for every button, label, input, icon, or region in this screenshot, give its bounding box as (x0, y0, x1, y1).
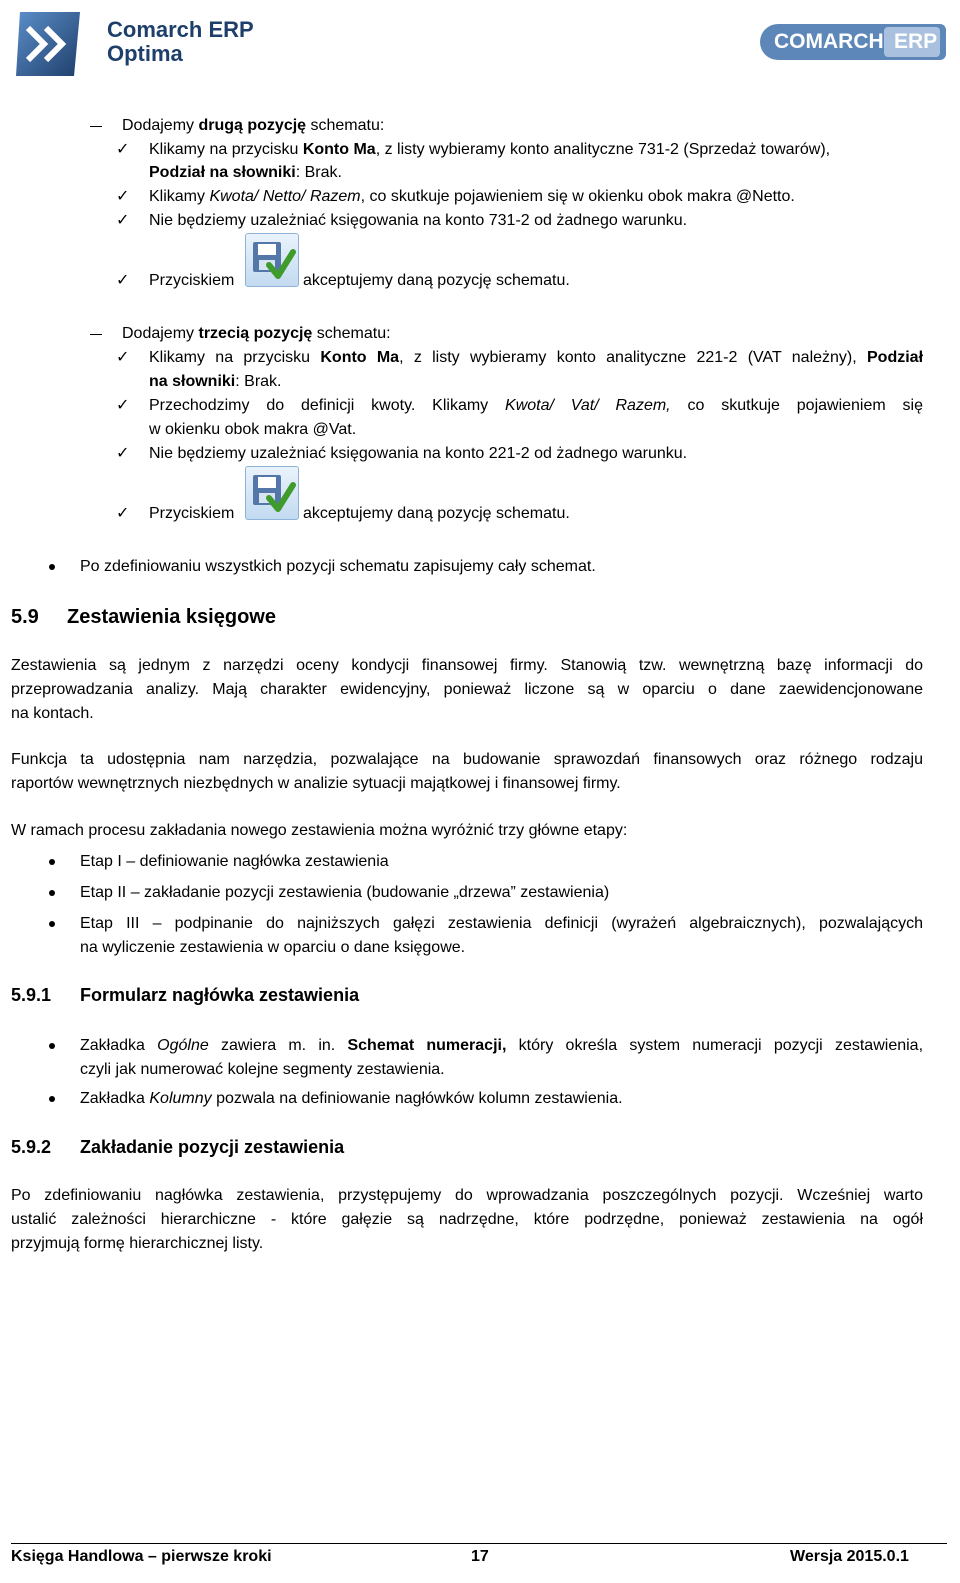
footer-version: Wersja 2015.0.1 (790, 1548, 909, 1565)
check-icon: ✓ (116, 503, 130, 522)
bullet-icon (49, 859, 55, 865)
paragraph-line: Funkcja ta udostępnia nam narzędzia, pozwalające na budowanie sprawozdań finansowych oraz różnego rodzaju (11, 751, 923, 768)
comarch-erp-logo (760, 24, 946, 60)
paragraph-line: raportów wewnętrznych niezbędnych w analizie sytuacji majątkowej i finansowej firmy. (11, 775, 621, 792)
paragraph-line: przeprowadzania analizy. Mają charakter ewidencyjny, ponieważ liczone są w oparciu o dane zaewidencjonowane (11, 681, 923, 698)
paragraph-line: Po zdefiniowaniu nagłówka zestawienia, przystępujemy do wprowadzania poszczególnych pozycji. Wcześniej warto (11, 1187, 923, 1204)
bullet-icon (49, 1096, 55, 1102)
list-item-continuation: na wyliczenie zestawienia w oparciu o dane księgowe. (80, 939, 466, 956)
dash-bullet (90, 334, 102, 335)
paragraph: W ramach procesu zakładania nowego zestawienia można wyróżnić trzy główne etapy: (11, 822, 628, 839)
product-name-line2: Optima (107, 41, 183, 66)
list-item-continuation: Podział na słowniki: Brak. (149, 164, 342, 181)
list-item-continuation: w okienku obok makra @Vat. (149, 421, 357, 438)
list-item: Nie będziemy uzależniać księgowania na konto 731-2 od żadnego warunku. (149, 212, 688, 229)
list-item: Zakładka Ogólne zawiera m. in. Schemat numeracji, który określa system numeracji pozycji zestawienia, (80, 1037, 924, 1054)
check-icon: ✓ (116, 210, 130, 229)
comarch-optima-logo-icon (14, 8, 86, 80)
paragraph-line: Zestawienia są jednym z narzędzi oceny kondycji finansowej firmy. Stanowią tzw. wewnętrzną bazę informacji do (11, 657, 923, 674)
save-confirm-button[interactable] (245, 233, 299, 287)
paragraph-line: na kontach. (11, 705, 94, 722)
check-icon: ✓ (116, 443, 130, 462)
floppy-check-icon (246, 234, 298, 286)
list-item: Klikamy na przycisku Konto Ma, z listy wybieramy konto analityczne 221-2 (VAT należny), Podział (149, 349, 924, 366)
brand-right-text: ERP (894, 30, 938, 53)
intro-second-position: Dodajemy drugą pozycję schematu: (122, 117, 385, 134)
floppy-check-icon (246, 467, 298, 519)
intro-third-position: Dodajemy trzecią pozycję schematu: (122, 325, 391, 342)
check-icon: ✓ (116, 347, 130, 366)
bullet-icon (49, 1043, 55, 1049)
list-item-text: akceptujemy daną pozycję schematu. (303, 505, 570, 522)
subsection-number: 5.9.1 (11, 985, 52, 1005)
check-icon: ✓ (116, 395, 130, 414)
list-item-continuation: czyli jak numerować kolejne segmenty zestawienia. (80, 1061, 445, 1078)
bullet-icon (49, 921, 55, 927)
dash-bullet (90, 126, 102, 127)
footer-divider (11, 1543, 947, 1544)
bullet-icon (49, 564, 55, 570)
list-item: Etap III – podpinanie do najniższych gałęzi zestawienia definicji (wyrażeń algebraicznych), pozwalających (80, 915, 923, 932)
page-number: 17 (471, 1548, 489, 1565)
list-item-continuation: na słowniki: Brak. (149, 373, 282, 390)
save-confirm-button[interactable] (245, 466, 299, 520)
list-item-label: Przyciskiem (149, 505, 235, 522)
footer-title: Księga Handlowa – pierwsze kroki (11, 1548, 272, 1565)
list-item: Klikamy na przycisku Konto Ma, z listy wybieramy konto analityczne 731-2 (Sprzedaż towarów), (149, 141, 831, 158)
subsection-title: Formularz nagłówka zestawienia (80, 985, 360, 1005)
subsection-number: 5.9.2 (11, 1137, 52, 1157)
bullet-icon (49, 890, 55, 896)
list-item: Po zdefiniowaniu wszystkich pozycji schematu zapisujemy cały schemat. (80, 558, 596, 575)
paragraph-line: ustalić zależności hierarchiczne - które gałęzie są nadrzędne, które podrzędne, ponieważ zestawienia na ogół (11, 1211, 923, 1228)
list-item: Nie będziemy uzależniać księgowania na konto 221-2 od żadnego warunku. (149, 445, 688, 462)
paragraph-line: przyjmują formę hierarchicznej listy. (11, 1235, 264, 1252)
check-icon: ✓ (116, 139, 130, 158)
list-item-text: akceptujemy daną pozycję schematu. (303, 272, 570, 289)
list-item: Etap I – definiowanie nagłówka zestawienia (80, 853, 389, 870)
subsection-title: Zakładanie pozycji zestawienia (80, 1137, 345, 1157)
list-item: Przechodzimy do definicji kwoty. Klikamy Kwota/ Vat/ Razem, co skutkuje pojawieniem się (149, 397, 924, 414)
product-name-line1: Comarch ERP (107, 17, 254, 42)
brand-left-text: COMARCH (774, 30, 884, 53)
check-icon: ✓ (116, 270, 130, 289)
list-item-label: Przyciskiem (149, 272, 235, 289)
list-item: Klikamy Kwota/ Netto/ Razem, co skutkuje pojawieniem się w okienku obok makra @Netto. (149, 188, 795, 205)
section-title: Zestawienia księgowe (67, 606, 276, 628)
section-number: 5.9 (11, 606, 39, 628)
list-item: Etap II – zakładanie pozycji zestawienia (budowanie „drzewa” zestawienia) (80, 884, 610, 901)
list-item: Zakładka Kolumny pozwala na definiowanie nagłówków kolumn zestawienia. (80, 1090, 623, 1107)
check-icon: ✓ (116, 186, 130, 205)
